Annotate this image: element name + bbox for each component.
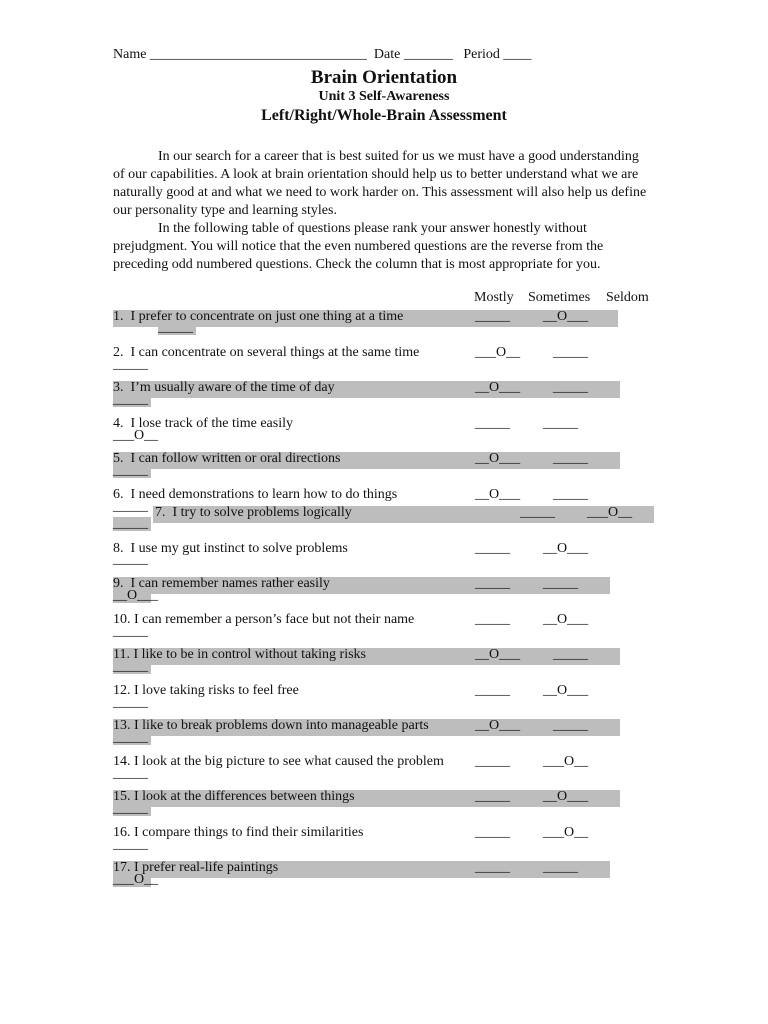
answer-mostly[interactable]: _____ bbox=[475, 754, 510, 769]
unit-subtitle: Unit 3 Self-Awareness bbox=[318, 89, 450, 104]
answer-sometimes[interactable]: __O___ bbox=[543, 541, 589, 556]
column-header-mostly: Mostly bbox=[474, 290, 514, 305]
question-text: 17. I prefer real-life paintings bbox=[113, 860, 279, 875]
question-text: 4. I lose track of the time easily bbox=[113, 416, 293, 431]
question-text: 5. I can follow written or oral directions bbox=[113, 451, 341, 466]
answer-mostly[interactable]: _____ bbox=[475, 541, 510, 556]
intro-paragraph-1: In our search for a career that is best suited for us we must have a good understanding of our capabilities. A look at brain orientation should help us to better understand what we are naturally good at and what we need to work harder on. This assessment will also help us define our personality type and learning styles. bbox=[113, 149, 647, 218]
answer-seldom[interactable]: _____ bbox=[113, 463, 148, 478]
answer-mostly[interactable]: _____ bbox=[475, 860, 510, 875]
question-text: 13. I like to break problems down into manageable parts bbox=[113, 718, 429, 733]
answer-sometimes[interactable]: __O___ bbox=[543, 309, 589, 324]
answer-seldom[interactable]: _____ bbox=[113, 357, 148, 372]
answer-sometimes[interactable]: ___O__ bbox=[543, 825, 589, 840]
answer-sometimes[interactable]: _____ bbox=[553, 345, 588, 360]
answer-mostly[interactable]: __O___ bbox=[475, 380, 521, 395]
answer-seldom[interactable]: _____ bbox=[113, 392, 148, 407]
answer-seldom[interactable]: _____ bbox=[113, 695, 148, 710]
answer-mostly[interactable]: _____ bbox=[475, 825, 510, 840]
column-header-sometimes: Sometimes bbox=[528, 290, 591, 305]
answer-seldom[interactable]: _____ bbox=[113, 624, 148, 639]
answer-seldom[interactable]: _____ bbox=[113, 766, 148, 781]
answer-mostly[interactable]: _____ bbox=[475, 416, 510, 431]
answer-seldom[interactable]: _____ bbox=[113, 730, 148, 745]
question-text: 6. I need demonstrations to learn how to do things bbox=[113, 487, 398, 502]
answer-seldom[interactable]: _____ bbox=[113, 516, 148, 531]
answer-sometimes[interactable]: _____ bbox=[543, 576, 578, 591]
question-text: 14. I look at the big picture to see what caused the problem bbox=[113, 754, 444, 769]
answer-seldom[interactable]: _____ bbox=[113, 552, 148, 567]
answer-sometimes[interactable]: _____ bbox=[553, 647, 588, 662]
answer-sometimes[interactable]: __O___ bbox=[543, 612, 589, 627]
question-text: 7. I try to solve problems logically bbox=[155, 505, 352, 520]
answer-seldom[interactable]: _____ bbox=[113, 801, 148, 816]
question-text: 11. I like to be in control without taking risks bbox=[113, 647, 367, 662]
question-text: 2. I can concentrate on several things at the same time bbox=[113, 345, 420, 360]
answer-seldom[interactable]: _____ bbox=[158, 320, 193, 335]
question-text: 15. I look at the differences between things bbox=[113, 789, 355, 804]
answer-mostly[interactable]: _____ bbox=[475, 576, 510, 591]
answer-sometimes[interactable]: _____ bbox=[553, 487, 588, 502]
answer-mostly[interactable]: _____ bbox=[520, 505, 555, 520]
answer-seldom[interactable]: _____ bbox=[113, 837, 148, 852]
answer-mostly[interactable]: ___O__ bbox=[475, 345, 521, 360]
column-header-seldom: Seldom bbox=[606, 290, 649, 305]
answer-mostly[interactable]: __O___ bbox=[475, 487, 521, 502]
answer-sometimes[interactable]: _____ bbox=[543, 860, 578, 875]
answer-seldom[interactable]: _____ bbox=[113, 499, 148, 514]
name-date-period-line: Name _______________________________ Date _______ Period ____ bbox=[113, 47, 532, 62]
intro-text bbox=[113, 148, 653, 274]
answer-mostly[interactable]: _____ bbox=[475, 683, 510, 698]
question-text: 9. I can remember names rather easily bbox=[113, 576, 330, 591]
question-text: 8. I use my gut instinct to solve problems bbox=[113, 541, 348, 556]
answer-seldom[interactable]: _____ bbox=[113, 659, 148, 674]
page-title: Brain Orientation bbox=[310, 67, 458, 88]
answer-sometimes[interactable]: __O___ bbox=[543, 789, 589, 804]
question-text: 16. I compare things to find their similarities bbox=[113, 825, 364, 840]
answer-sometimes[interactable]: __O___ bbox=[543, 683, 589, 698]
question-text: 1. I prefer to concentrate on just one thing at a time bbox=[113, 309, 404, 324]
assessment-heading: Left/Right/Whole-Brain Assessment bbox=[261, 107, 507, 124]
intro-paragraph-2: In the following table of questions please rank your answer honestly without prejudgment. You will notice that the even numbered questions are the reverse from the preceding odd numbered questions. Check the column that is most appropriate for you. bbox=[113, 221, 604, 272]
question-text: 12. I love taking risks to feel free bbox=[113, 683, 299, 698]
answer-mostly[interactable]: _____ bbox=[475, 309, 510, 324]
answer-mostly[interactable]: _____ bbox=[475, 789, 510, 804]
answer-sometimes[interactable]: ___O__ bbox=[543, 754, 589, 769]
question-text: 3. I’m usually aware of the time of day bbox=[113, 380, 335, 395]
answer-mostly[interactable]: __O___ bbox=[475, 451, 521, 466]
answer-sometimes[interactable]: _____ bbox=[553, 718, 588, 733]
answer-sometimes[interactable]: _____ bbox=[543, 416, 578, 431]
answer-seldom[interactable]: __O___ bbox=[113, 588, 159, 603]
answer-sometimes[interactable]: _____ bbox=[553, 451, 588, 466]
answer-seldom[interactable]: ___O__ bbox=[113, 428, 159, 443]
answer-sometimes[interactable]: _____ bbox=[553, 380, 588, 395]
answer-mostly[interactable]: __O___ bbox=[475, 647, 521, 662]
answer-mostly[interactable]: __O___ bbox=[475, 718, 521, 733]
answer-mostly[interactable]: _____ bbox=[475, 612, 510, 627]
answer-sometimes[interactable]: ___O__ bbox=[587, 505, 633, 520]
answer-seldom[interactable]: ___O__ bbox=[113, 872, 159, 887]
question-text: 10. I can remember a person’s face but not their name bbox=[113, 612, 415, 627]
